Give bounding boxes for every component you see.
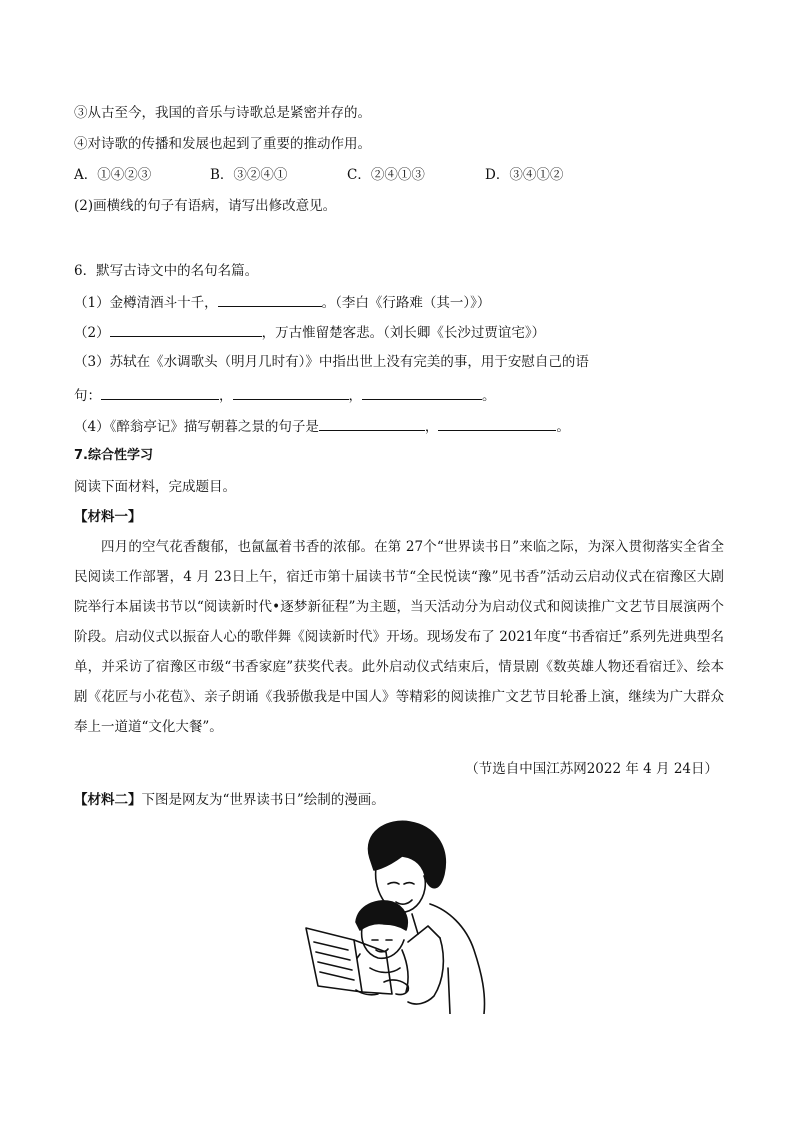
- separator: ，: [219, 388, 233, 404]
- q7-instruction: 阅读下面材料，完成题目。: [74, 479, 236, 495]
- material-1-label: 【材料一】: [74, 509, 142, 525]
- q6-item-2-prefix: （2）: [74, 325, 110, 341]
- mother-child-reading-illustration: [300, 818, 490, 1014]
- q6-item-3-blanks: [74, 385, 496, 405]
- answer-blank[interactable]: [362, 385, 482, 400]
- answer-blank[interactable]: [218, 292, 322, 307]
- question-2: (2)画横线的句子有语病，请写出修改意见。: [74, 198, 337, 214]
- material-1-paragraph: 四月的空气花香馥郁，也氤氲着书香的浓郁。在第 27个“世界读书日”来临之际，为深入贯彻落实全省全民阅读工作部署，4 月 23日上午，宿迁市第十届读书节“全民悦读“豫”见书香”活动云启动仪式在宿豫区大剧院举行本届读书节以“阅读新时代•逐梦新征程”为主题，当天活动分为启动仪式和阅读推广文艺节目展演两个阶段。启动仪式以振奋人心的歌伴舞《阅读新时代》开场。现场发布了 2021年度“书香宿迁”系列先进典型名单，并采访了宿豫区市级“书香家庭”获奖代表。此外启动仪式结束后，情景剧《数英雄人物还看宿迁》、绘本剧《花匠与小花苞》、亲子朗诵《我骄傲我是中国人》等精彩的阅读推广文艺节目轮番上演，继续为广大群众奉上一道道“文化大餐”。: [74, 539, 724, 735]
- choice-d: D．③④①②: [485, 167, 564, 183]
- q6-item-2: [74, 322, 545, 342]
- q6-item-2-suffix: ，万古惟留楚客悲。（刘长卿《长沙过贾谊宅》）: [261, 325, 546, 341]
- q6-item-3: （3）苏轼在《水调歌头（明月几时有）》中指出世上没有完美的事，用于安慰自己的语: [74, 354, 589, 370]
- material-2-label: 【材料二】: [74, 792, 142, 808]
- material-2-line: [74, 791, 385, 809]
- q6-item-4: [74, 416, 570, 436]
- choice-a: A．①④②③: [74, 167, 152, 183]
- choice-c: C．②④①③: [347, 167, 425, 183]
- q6-title: 6．默写古诗文中的名句名篇。: [74, 263, 259, 279]
- answer-blank[interactable]: [233, 385, 349, 400]
- q6-item-1: [74, 292, 490, 312]
- end-mark: 。: [556, 419, 570, 435]
- choice-b: B．③②④①: [210, 167, 288, 183]
- option-item-3: ③从古至今，我国的音乐与诗歌总是紧密并存的。: [74, 105, 371, 121]
- q6-item-3-prefix: 句：: [74, 388, 101, 404]
- q6-item-1-prefix: （1）金樽清酒斗十千，: [74, 295, 218, 311]
- separator: ，: [424, 419, 439, 435]
- source-citation: （节选自中国江苏网2022 年 4 月 24日）: [465, 761, 718, 777]
- answer-blank[interactable]: [110, 322, 262, 337]
- answer-blank[interactable]: [101, 385, 219, 400]
- q6-item-1-suffix: 。（李白《行路难（其一）》）: [321, 295, 491, 311]
- q6-item-4-prefix: （4）《醉翁亭记》描写朝暮之景的句子是: [74, 419, 319, 435]
- q7-title: 7.综合性学习: [74, 448, 153, 463]
- material-2-text: 下图是网友为“世界读书日”绘制的漫画。: [141, 792, 385, 808]
- option-item-4: ④对诗歌的传播和发展也起到了重要的推动作用。: [74, 136, 371, 152]
- answer-blank[interactable]: [438, 416, 556, 431]
- end-mark: 。: [482, 388, 496, 404]
- separator: ，: [348, 388, 362, 404]
- answer-blank[interactable]: [319, 416, 425, 431]
